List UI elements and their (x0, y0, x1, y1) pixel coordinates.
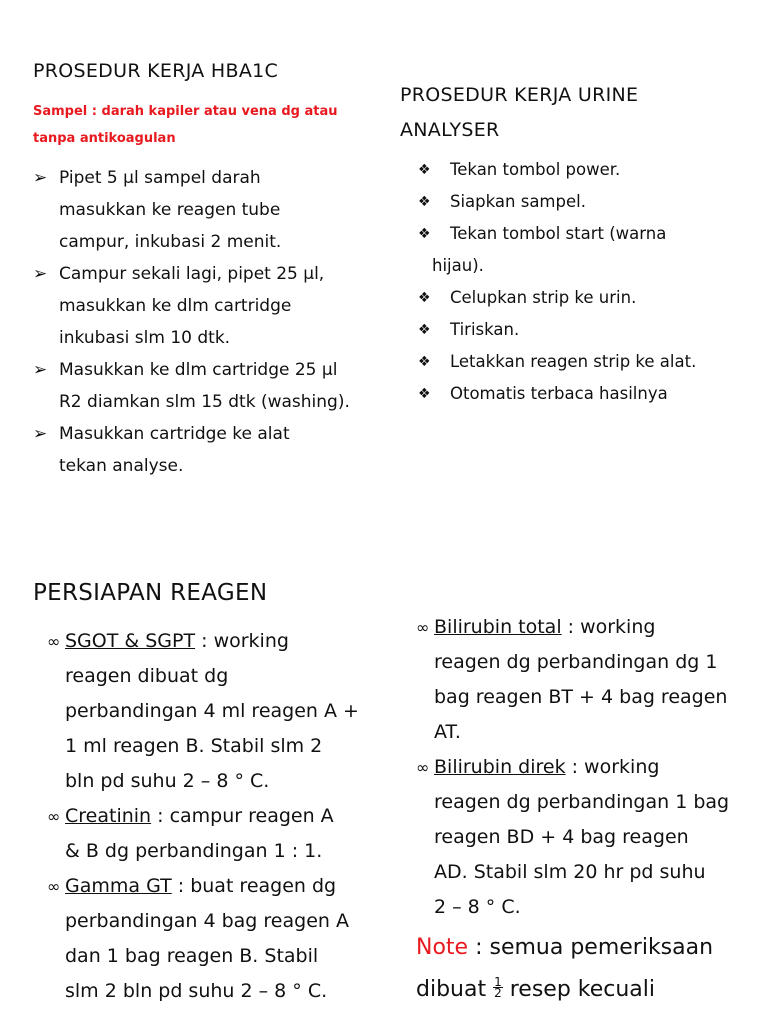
step-line: Masukkan cartridge ke alat (59, 424, 290, 444)
step-line: tekan analyse. (59, 456, 184, 476)
note-line-1: Note : semua pemeriksaan (416, 935, 714, 960)
infinity-bullet-icon: ∞ (47, 632, 61, 651)
diamond-bullet-icon: ❖ (418, 162, 431, 178)
urine-step: ❖ Letakkan reagen strip ke alat. (418, 346, 748, 378)
urine-steps (418, 154, 748, 410)
step-line: Pipet 5 μl sampel darah (59, 168, 261, 188)
reagen-title: PERSIAPAN REAGEN (33, 580, 268, 606)
arrow-bullet-icon: ➢ (33, 360, 48, 380)
diamond-bullet-icon: ❖ (418, 226, 431, 242)
hba1c-step (33, 418, 378, 482)
step-line: Campur sekali lagi, pipet 25 μl, (59, 264, 325, 284)
arrow-bullet-icon: ➢ (33, 264, 48, 284)
step-line: masukkan ke reagen tube (59, 200, 281, 220)
reagen-left-column (47, 624, 377, 1009)
step-line: Masukkan ke dlm cartridge 25 μl (59, 360, 338, 380)
hba1c-step (33, 162, 378, 258)
urine-step: ❖ Otomatis terbaca hasilnya (418, 378, 748, 410)
urine-step: ❖ Celupkan strip ke urin. (418, 282, 748, 314)
step-line: masukkan ke dlm cartridge (59, 296, 292, 316)
reagen-name: Creatinin (65, 805, 152, 827)
sample-note-line-1: Sampel : darah kapiler atau vena dg atau (33, 104, 338, 119)
urine-step-continuation: hijau). (432, 256, 484, 275)
infinity-bullet-icon: ∞ (47, 877, 61, 896)
urine-step: ❖ Tekan tombol start (warna (418, 218, 748, 250)
infinity-bullet-icon: ∞ (47, 807, 61, 826)
step-line: R2 diamkan slm 15 dtk (washing). (59, 392, 350, 412)
reagen-item-gamma-gt: ∞ Gamma GT : buat reagen dg perbandingan 4 bag reagen A dan 1 bag reagen B. Stabil slm 2 bln pd suhu 2 – 8 ° C. (47, 869, 377, 1009)
step-line: inkubasi slm 10 dtk. (59, 328, 231, 348)
urine-step: ❖ Tekan tombol power. (418, 154, 748, 186)
diamond-bullet-icon: ❖ (418, 354, 431, 370)
urine-title-line-1: PROSEDUR KERJA URINE (400, 84, 639, 106)
reagen-name: Gamma GT (65, 875, 172, 897)
hba1c-steps (33, 162, 378, 482)
diamond-bullet-icon: ❖ (418, 322, 431, 338)
hba1c-step (33, 354, 378, 418)
reagen-name: SGOT & SGPT (65, 630, 196, 652)
note-label: Note (416, 935, 469, 960)
arrow-bullet-icon: ➢ (33, 424, 48, 444)
urine-title (400, 78, 638, 148)
reagen-right-column (416, 610, 751, 1011)
urine-step: ❖ Siapkan sampel. (418, 186, 748, 218)
reagen-name: Bilirubin direk (434, 756, 566, 778)
note-line-2: dibuat $\frac{1}{2}$ resep kecuali (416, 974, 656, 1002)
diamond-bullet-icon: ❖ (418, 290, 431, 306)
hba1c-step (33, 258, 378, 354)
reagen-item-bilirubin-direk: ∞ Bilirubin direk : working reagen dg perbandingan 1 bag reagen BD + 4 bag reagen AD. Stabil slm 20 hr pd suhu 2 – 8 ° C. (416, 750, 751, 925)
diamond-bullet-icon: ❖ (418, 194, 431, 210)
reagen-item-sgot-sgpt: ∞ SGOT & SGPT : working reagen dibuat dg perbandingan 4 ml reagen A + 1 ml reagen B. Stabil slm 2 bln pd suhu 2 – 8 ° C. (47, 624, 377, 799)
half-fraction: $\frac{1}{2}$ (494, 974, 502, 1000)
sample-note-line-2: tanpa antikoagulan (33, 131, 176, 146)
arrow-bullet-icon: ➢ (33, 168, 48, 188)
diamond-bullet-icon: ❖ (418, 386, 431, 402)
hba1c-sample-note (33, 98, 363, 152)
step-line: campur, inkubasi 2 menit. (59, 232, 282, 252)
urine-step: ❖ Tiriskan. (418, 314, 748, 346)
reagen-item-creatinin: ∞ Creatinin : campur reagen A & B dg perbandingan 1 : 1. (47, 799, 377, 869)
reagen-item-bilirubin-total: ∞ Bilirubin total : working reagen dg perbandingan dg 1 bag reagen BT + 4 bag reagen AT. (416, 610, 751, 750)
urine-title-line-2: ANALYSER (400, 119, 500, 141)
hba1c-title: PROSEDUR KERJA HBA1C (33, 60, 279, 82)
infinity-bullet-icon: ∞ (416, 758, 430, 777)
reagen-name: Bilirubin total (434, 616, 562, 638)
infinity-bullet-icon: ∞ (416, 618, 430, 637)
